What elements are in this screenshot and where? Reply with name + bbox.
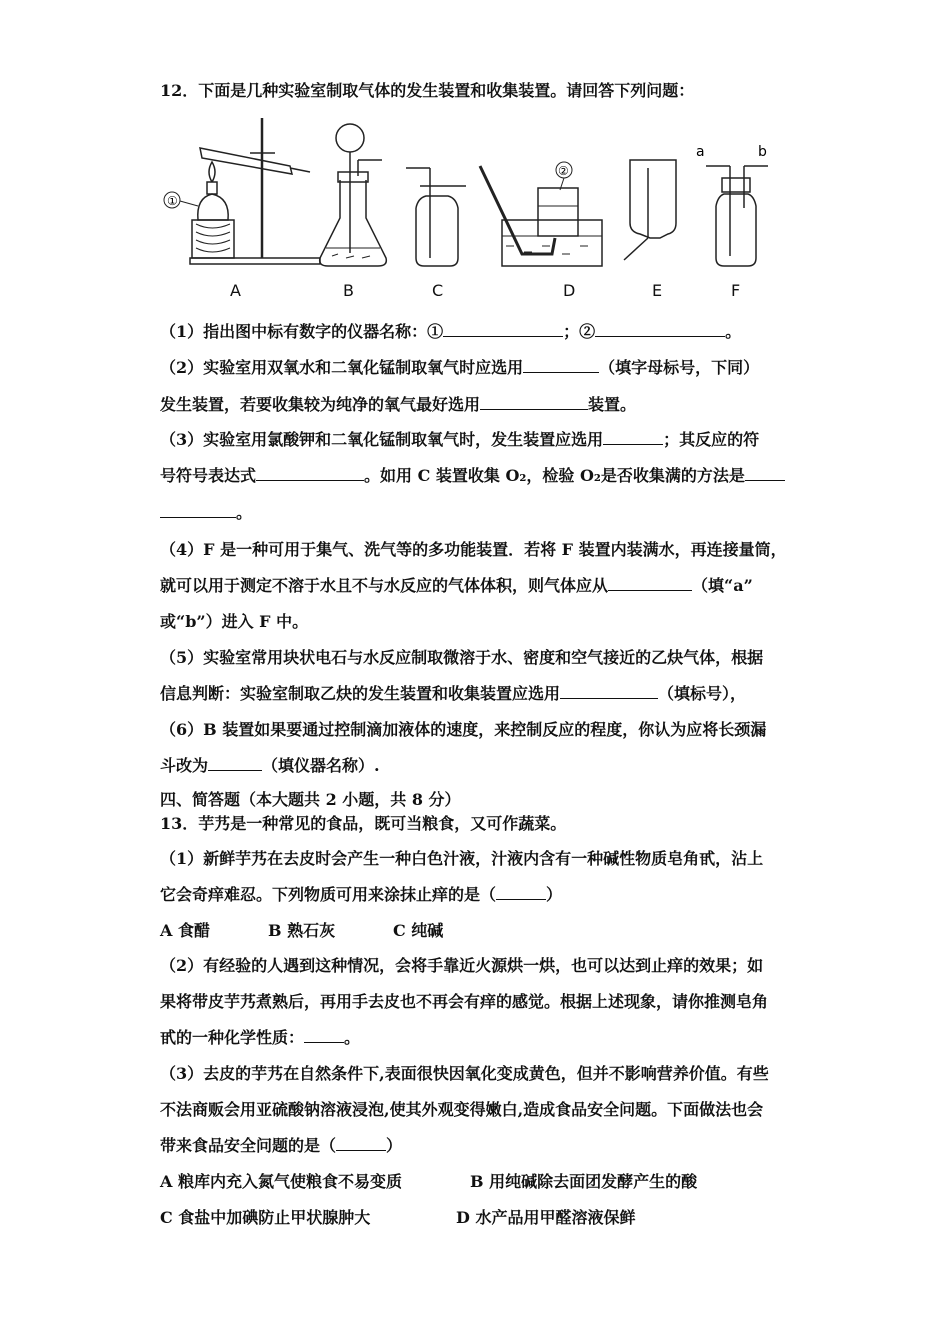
q12-part6-line2: 斗改为 （填仪器名称）. xyxy=(160,756,380,775)
q12-part5-line1: （5）实验室常用块状电石与水反应制取微溶于水、密度和空气接近的乙炔气体，根据 xyxy=(160,648,764,667)
label-b: B xyxy=(343,281,354,300)
q12-part4-line3: 或“b”）进入 F 中。 xyxy=(160,612,309,631)
q12-part3-line1: （3）实验室用氯酸钾和二氧化锰制取氧气时，发生装置应选用 ；其反应的符 xyxy=(160,430,760,449)
option-a[interactable]: A 粮库内充入氮气使粮食不易变质 xyxy=(160,1172,402,1191)
q12-title: 12．下面是几种实验室制取气体的发生装置和收集装置。请回答下列问题： xyxy=(160,81,695,100)
option-b[interactable]: B 熟石灰 xyxy=(268,921,336,940)
q12-part5-line2: 信息判断：实验室制取乙炔的发生装置和收集装置应选用 （填标号）， xyxy=(160,684,747,703)
q13-part3-line2: 不法商贩会用亚硫酸钠溶液浸泡,使其外观变得嫩白,造成食品安全问题。下面做法也会 xyxy=(160,1100,764,1119)
mark-2: ② xyxy=(558,164,569,178)
answer-blank[interactable] xyxy=(496,885,546,900)
q13-options-1 xyxy=(160,918,443,941)
section-heading: 四、简答题（本大题共 2 小题，共 8 分） xyxy=(160,790,461,809)
answer-blank[interactable] xyxy=(208,756,262,771)
option-c[interactable]: C 纯碱 xyxy=(393,921,444,940)
apparatus-figure xyxy=(150,108,800,308)
q12-part3-line3: 。 xyxy=(160,500,252,523)
mark-1: ① xyxy=(167,194,178,208)
option-c[interactable]: C 食盐中加碘防止甲状腺肿大 xyxy=(160,1208,371,1227)
label-f: F xyxy=(731,281,741,300)
q12-part4-line1: （4）F 是一种可用于集气、洗气等的多功能装置．若将 F 装置内装满水，再连接量筒， xyxy=(160,540,787,559)
label-d: D xyxy=(563,281,576,300)
q13-title: 13．芋艿是一种常见的食品，既可当粮食，又可作蔬菜。 xyxy=(160,814,567,833)
q12-part2-line1: （2）实验室用双氧水和二氧化锰制取氧气时应选用 （填字母标号，下同） xyxy=(160,358,760,377)
answer-blank[interactable] xyxy=(443,322,563,337)
answer-blank[interactable] xyxy=(595,322,725,337)
answer-blank[interactable] xyxy=(608,576,692,591)
q12-part3-line2: 号符号表达式 。如用 C 装置收集 O₂，检验 O₂是否收集满的方法是 xyxy=(160,463,785,486)
label-e: E xyxy=(652,281,663,300)
q13-options-row1 xyxy=(160,1169,697,1192)
option-b[interactable]: B 用纯碱除去面团发酵产生的酸 xyxy=(470,1172,698,1191)
answer-blank[interactable] xyxy=(304,1028,344,1043)
q13-part2-line1: （2）有经验的人遇到这种情况，会将手靠近火源烘一烘，也可以达到止痒的效果；如 xyxy=(160,956,764,975)
apparatus-c-drawing xyxy=(406,168,466,266)
apparatus-a-drawing xyxy=(164,118,320,264)
apparatus-d-drawing xyxy=(480,162,602,266)
mark-a: a xyxy=(696,144,705,160)
option-d[interactable]: D 水产品用甲醛溶液保鲜 xyxy=(456,1208,636,1227)
answer-blank[interactable] xyxy=(745,466,785,481)
q12-part1: （1）指出图中标有数字的仪器名称：① ；② 。 xyxy=(160,322,742,341)
answer-blank[interactable] xyxy=(336,1136,386,1151)
q12-part4-line2: 就可以用于测定不溶于水且不与水反应的气体体积，则气体应从 （填“a” xyxy=(160,576,753,595)
answer-blank[interactable] xyxy=(603,430,663,445)
q12-part6-line1: （6）B 装置如果要通过控制滴加液体的速度，来控制反应的程度，你认为应将长颈漏 xyxy=(160,720,767,739)
answer-blank[interactable] xyxy=(160,503,236,518)
q13-part3-line3: 带来食品安全问题的是（ ） xyxy=(160,1136,403,1155)
q12-part2-line2: 发生装置，若要收集较为纯净的氧气最好选用 装置。 xyxy=(160,395,637,414)
q13-options-row2 xyxy=(160,1205,635,1228)
label-c: C xyxy=(432,281,444,300)
mark-b: b xyxy=(758,144,767,160)
option-a[interactable]: A 食醋 xyxy=(160,921,210,940)
apparatus-f-drawing xyxy=(706,166,768,266)
answer-blank[interactable] xyxy=(256,466,364,481)
q13-part1-line2: 它会奇痒难忍。下列物质可用来涂抹止痒的是（ ） xyxy=(160,885,563,904)
q13-part2-line3: 甙的一种化学性质： 。 xyxy=(160,1028,361,1047)
q13-part3-line1: （3）去皮的芋艿在自然条件下,表面很快因氧化变成黄色，但并不影响营养价值。有些 xyxy=(160,1064,769,1083)
apparatus-b-drawing xyxy=(320,124,387,266)
q13-part1-line1: （1）新鲜芋艿在去皮时会产生一种白色汁液，汁液内含有一种碱性物质皂角甙，沾上 xyxy=(160,849,764,868)
label-a: A xyxy=(230,281,241,300)
answer-blank[interactable] xyxy=(523,358,599,373)
answer-blank[interactable] xyxy=(560,684,658,699)
apparatus-e-drawing xyxy=(624,160,676,260)
q13-part2-line2: 果将带皮芋艿煮熟后，再用手去皮也不再会有痒的感觉。根据上述现象，请你推测皂角 xyxy=(160,992,769,1011)
answer-blank[interactable] xyxy=(480,395,588,410)
